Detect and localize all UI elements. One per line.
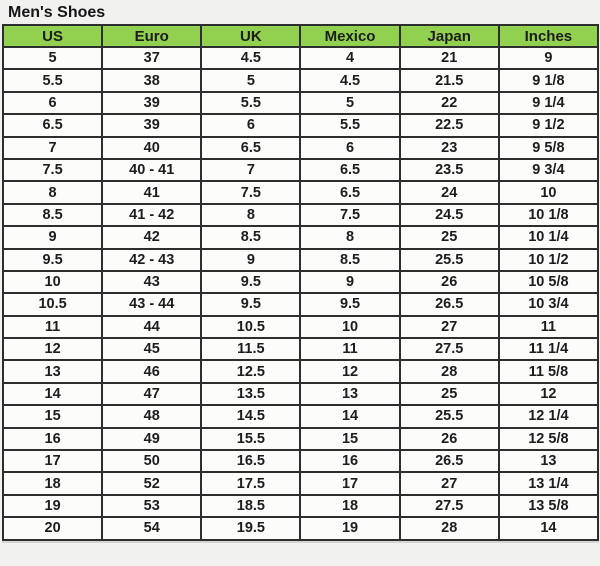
table-cell: 47 bbox=[102, 383, 201, 405]
table-cell: 42 - 43 bbox=[102, 249, 201, 271]
table-cell: 12 5/8 bbox=[499, 428, 598, 450]
table-cell: 13 bbox=[300, 383, 399, 405]
column-header-uk: UK bbox=[201, 25, 300, 47]
table-cell: 7.5 bbox=[3, 159, 102, 181]
table-cell: 10 bbox=[300, 316, 399, 338]
table-cell: 9 1/4 bbox=[499, 92, 598, 114]
table-cell: 24.5 bbox=[400, 204, 499, 226]
table-cell: 41 - 42 bbox=[102, 204, 201, 226]
table-cell: 5 bbox=[300, 92, 399, 114]
table-cell: 28 bbox=[400, 517, 499, 539]
table-cell: 14 bbox=[499, 517, 598, 539]
table-cell: 11.5 bbox=[201, 338, 300, 360]
table-cell: 43 - 44 bbox=[102, 293, 201, 315]
table-cell: 43 bbox=[102, 271, 201, 293]
table-cell: 13 5/8 bbox=[499, 495, 598, 517]
table-cell: 13.5 bbox=[201, 383, 300, 405]
table-cell: 24 bbox=[400, 181, 499, 203]
table-cell: 26 bbox=[400, 271, 499, 293]
table-cell: 25 bbox=[400, 383, 499, 405]
table-cell: 10 5/8 bbox=[499, 271, 598, 293]
table-cell: 8.5 bbox=[3, 204, 102, 226]
table-cell: 16.5 bbox=[201, 450, 300, 472]
column-header-inches: Inches bbox=[499, 25, 598, 47]
table-cell: 10.5 bbox=[3, 293, 102, 315]
table-row bbox=[3, 293, 598, 315]
table-cell: 12 bbox=[3, 338, 102, 360]
table-cell: 6.5 bbox=[3, 114, 102, 136]
table-cell: 37 bbox=[102, 47, 201, 69]
table-cell: 8 bbox=[201, 204, 300, 226]
table-cell: 9 5/8 bbox=[499, 137, 598, 159]
table-cell: 10 bbox=[499, 181, 598, 203]
table-cell: 11 bbox=[300, 338, 399, 360]
table-cell: 20 bbox=[3, 517, 102, 539]
table-cell: 16 bbox=[300, 450, 399, 472]
table-cell: 18.5 bbox=[201, 495, 300, 517]
table-row bbox=[3, 316, 598, 338]
table-cell: 12.5 bbox=[201, 360, 300, 382]
table-cell: 7.5 bbox=[300, 204, 399, 226]
table-row bbox=[3, 159, 598, 181]
table-cell: 23 bbox=[400, 137, 499, 159]
table-cell: 17.5 bbox=[201, 472, 300, 494]
table-cell: 12 1/4 bbox=[499, 405, 598, 427]
table-cell: 18 bbox=[3, 472, 102, 494]
table-cell: 12 bbox=[300, 360, 399, 382]
table-cell: 9.5 bbox=[201, 293, 300, 315]
table-cell: 27 bbox=[400, 316, 499, 338]
table-body bbox=[3, 47, 598, 540]
table-cell: 46 bbox=[102, 360, 201, 382]
table-cell: 19 bbox=[300, 517, 399, 539]
table-cell: 6 bbox=[201, 114, 300, 136]
column-header-us: US bbox=[3, 25, 102, 47]
table-cell: 23.5 bbox=[400, 159, 499, 181]
table-cell: 8 bbox=[300, 226, 399, 248]
table-cell: 11 bbox=[3, 316, 102, 338]
table-cell: 22 bbox=[400, 92, 499, 114]
table-cell: 11 1/4 bbox=[499, 338, 598, 360]
column-header-euro: Euro bbox=[102, 25, 201, 47]
table-row bbox=[3, 472, 598, 494]
table-cell: 15 bbox=[3, 405, 102, 427]
table-cell: 8.5 bbox=[201, 226, 300, 248]
table-cell: 21 bbox=[400, 47, 499, 69]
table-cell: 17 bbox=[3, 450, 102, 472]
table-row bbox=[3, 405, 598, 427]
table-cell: 13 bbox=[3, 360, 102, 382]
table-cell: 6.5 bbox=[201, 137, 300, 159]
table-cell: 44 bbox=[102, 316, 201, 338]
table-row bbox=[3, 204, 598, 226]
table-cell: 6 bbox=[300, 137, 399, 159]
table-row bbox=[3, 383, 598, 405]
table-row bbox=[3, 338, 598, 360]
table-cell: 9 3/4 bbox=[499, 159, 598, 181]
table-cell: 11 bbox=[499, 316, 598, 338]
table-cell: 6.5 bbox=[300, 181, 399, 203]
table-cell: 48 bbox=[102, 405, 201, 427]
table-cell: 7 bbox=[3, 137, 102, 159]
table-cell: 41 bbox=[102, 181, 201, 203]
table-cell: 11 5/8 bbox=[499, 360, 598, 382]
table-cell: 42 bbox=[102, 226, 201, 248]
table-cell: 9.5 bbox=[201, 271, 300, 293]
table-cell: 45 bbox=[102, 338, 201, 360]
page-title: Men's Shoes bbox=[8, 4, 106, 21]
table-cell: 49 bbox=[102, 428, 201, 450]
table-cell: 10 3/4 bbox=[499, 293, 598, 315]
table-row bbox=[3, 271, 598, 293]
table-row bbox=[3, 92, 598, 114]
table-cell: 5 bbox=[3, 47, 102, 69]
table-cell: 9 bbox=[300, 271, 399, 293]
table-row bbox=[3, 495, 598, 517]
table-cell: 52 bbox=[102, 472, 201, 494]
table-cell: 39 bbox=[102, 92, 201, 114]
table-cell: 10 1/4 bbox=[499, 226, 598, 248]
table-row bbox=[3, 428, 598, 450]
table-cell: 17 bbox=[300, 472, 399, 494]
table-cell: 9 1/2 bbox=[499, 114, 598, 136]
header-row bbox=[3, 25, 598, 47]
table-cell: 38 bbox=[102, 69, 201, 91]
table-cell: 27.5 bbox=[400, 495, 499, 517]
table-cell: 28 bbox=[400, 360, 499, 382]
table-cell: 6.5 bbox=[300, 159, 399, 181]
shoe-size-conversion-table bbox=[2, 24, 599, 541]
table-cell: 39 bbox=[102, 114, 201, 136]
table-cell: 5.5 bbox=[300, 114, 399, 136]
table-cell: 14 bbox=[3, 383, 102, 405]
table-cell: 25.5 bbox=[400, 405, 499, 427]
table-cell: 13 bbox=[499, 450, 598, 472]
table-cell: 15.5 bbox=[201, 428, 300, 450]
table-row bbox=[3, 137, 598, 159]
table-cell: 19.5 bbox=[201, 517, 300, 539]
table-row bbox=[3, 249, 598, 271]
column-header-japan: Japan bbox=[400, 25, 499, 47]
table-cell: 7 bbox=[201, 159, 300, 181]
table-cell: 9.5 bbox=[300, 293, 399, 315]
table-cell: 5.5 bbox=[201, 92, 300, 114]
table-row bbox=[3, 114, 598, 136]
table-cell: 9 bbox=[201, 249, 300, 271]
table-cell: 5.5 bbox=[3, 69, 102, 91]
table-cell: 26 bbox=[400, 428, 499, 450]
table-cell: 16 bbox=[3, 428, 102, 450]
table-cell: 9 bbox=[499, 47, 598, 69]
column-header-mexico: Mexico bbox=[300, 25, 399, 47]
table-row bbox=[3, 47, 598, 69]
table-row bbox=[3, 517, 598, 539]
table-cell: 4 bbox=[300, 47, 399, 69]
table-cell: 10 bbox=[3, 271, 102, 293]
table-cell: 25 bbox=[400, 226, 499, 248]
table-cell: 53 bbox=[102, 495, 201, 517]
table-cell: 40 bbox=[102, 137, 201, 159]
table-cell: 40 - 41 bbox=[102, 159, 201, 181]
table-row bbox=[3, 69, 598, 91]
table-cell: 50 bbox=[102, 450, 201, 472]
table-cell: 10 1/8 bbox=[499, 204, 598, 226]
table-cell: 8.5 bbox=[300, 249, 399, 271]
table-cell: 15 bbox=[300, 428, 399, 450]
table-cell: 10.5 bbox=[201, 316, 300, 338]
table-cell: 27.5 bbox=[400, 338, 499, 360]
table-cell: 13 1/4 bbox=[499, 472, 598, 494]
table-row bbox=[3, 226, 598, 248]
table-cell: 9 bbox=[3, 226, 102, 248]
table-row bbox=[3, 360, 598, 382]
table-cell: 12 bbox=[499, 383, 598, 405]
table-row bbox=[3, 181, 598, 203]
table-cell: 25.5 bbox=[400, 249, 499, 271]
table-cell: 26.5 bbox=[400, 293, 499, 315]
table-cell: 4.5 bbox=[201, 47, 300, 69]
table-cell: 9 1/8 bbox=[499, 69, 598, 91]
table-cell: 6 bbox=[3, 92, 102, 114]
table-cell: 54 bbox=[102, 517, 201, 539]
table-cell: 5 bbox=[201, 69, 300, 91]
table-cell: 27 bbox=[400, 472, 499, 494]
table-cell: 21.5 bbox=[400, 69, 499, 91]
table-cell: 19 bbox=[3, 495, 102, 517]
table-cell: 22.5 bbox=[400, 114, 499, 136]
table-cell: 14 bbox=[300, 405, 399, 427]
table-cell: 14.5 bbox=[201, 405, 300, 427]
table-cell: 7.5 bbox=[201, 181, 300, 203]
table-header bbox=[3, 25, 598, 47]
table-cell: 8 bbox=[3, 181, 102, 203]
table-cell: 4.5 bbox=[300, 69, 399, 91]
table-cell: 18 bbox=[300, 495, 399, 517]
table-cell: 9.5 bbox=[3, 249, 102, 271]
table-cell: 26.5 bbox=[400, 450, 499, 472]
table-row bbox=[3, 450, 598, 472]
table-cell: 10 1/2 bbox=[499, 249, 598, 271]
